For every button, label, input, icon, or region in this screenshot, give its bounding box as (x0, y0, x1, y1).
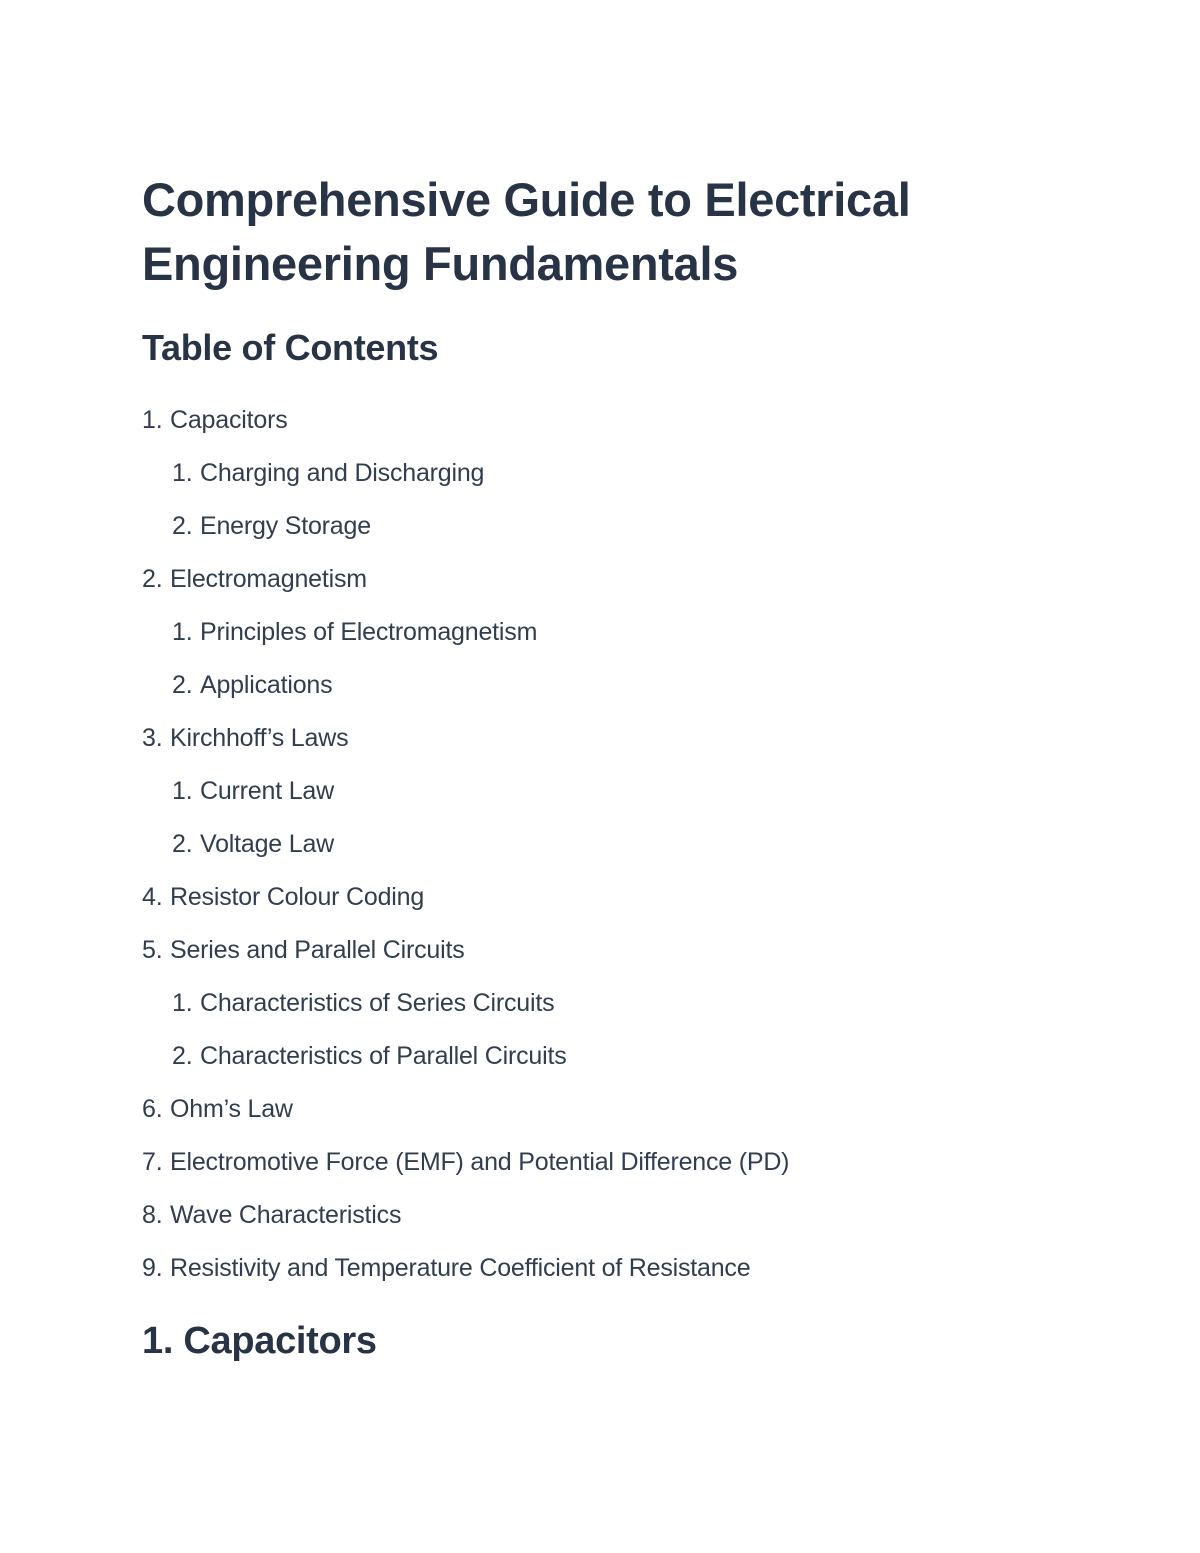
toc-item-label: Ohm’s Law (170, 1095, 293, 1123)
toc-item-label: Energy Storage (200, 512, 371, 540)
section-heading: 1. Capacitors (142, 1320, 377, 1362)
toc-item-label: Wave Characteristics (170, 1201, 402, 1229)
toc-item[interactable] (142, 712, 1042, 765)
toc-item-number: 1. (172, 459, 193, 487)
toc-item-label: Principles of Electromagnetism (200, 618, 538, 646)
toc-item[interactable] (142, 1189, 1042, 1242)
toc-item[interactable] (142, 553, 1042, 606)
toc-item-label: Applications (200, 671, 333, 699)
toc-item-number: 1. (172, 618, 193, 646)
toc-item-label: Kirchhoff’s Laws (170, 724, 349, 752)
toc-subitem[interactable] (142, 818, 1042, 871)
toc-subitem[interactable] (142, 606, 1042, 659)
document-page (142, 168, 1042, 1365)
toc-item[interactable] (142, 1136, 1042, 1189)
toc-item-number: 1. (172, 777, 193, 805)
toc-item-label: Resistivity and Temperature Coefficient of Resistance (170, 1254, 751, 1282)
toc-item-number: 2. (172, 671, 193, 699)
toc-subitem[interactable] (142, 447, 1042, 500)
toc-item-number: 2. (142, 565, 163, 593)
toc-item[interactable] (142, 924, 1042, 977)
toc-item[interactable] (142, 871, 1042, 924)
toc-subitem[interactable] (142, 1030, 1042, 1083)
toc-item-number: 3. (142, 724, 163, 752)
toc-item-label: Series and Parallel Circuits (170, 936, 465, 964)
toc-item-label: Characteristics of Series Circuits (200, 989, 555, 1017)
toc-item-number: 2. (172, 1042, 193, 1070)
toc-item-label: Electromagnetism (170, 565, 367, 593)
table-of-contents (142, 394, 1042, 1295)
toc-item[interactable] (142, 394, 1042, 447)
toc-item-number: 7. (142, 1148, 163, 1176)
toc-item-number: 8. (142, 1201, 163, 1229)
toc-subitem[interactable] (142, 977, 1042, 1030)
document-title: Comprehensive Guide to Electrical Engineering Fundamentals (142, 173, 911, 290)
toc-item-label: Voltage Law (200, 830, 335, 858)
toc-item-number: 4. (142, 883, 163, 911)
toc-item-label: Characteristics of Parallel Circuits (200, 1042, 567, 1070)
toc-item[interactable] (142, 1242, 1042, 1295)
toc-item-number: 1. (142, 406, 163, 434)
toc-subitem[interactable] (142, 765, 1042, 818)
toc-item-label: Charging and Discharging (200, 459, 485, 487)
toc-subitem[interactable] (142, 659, 1042, 712)
toc-item-label: Current Law (200, 777, 334, 805)
toc-item-label: Resistor Colour Coding (170, 883, 425, 911)
toc-subitem[interactable] (142, 500, 1042, 553)
toc-item-number: 6. (142, 1095, 163, 1123)
toc-item-number: 1. (172, 989, 193, 1017)
toc-item-label: Capacitors (170, 406, 288, 434)
toc-heading: Table of Contents (142, 327, 439, 368)
toc-item[interactable] (142, 1083, 1042, 1136)
toc-item-number: 5. (142, 936, 163, 964)
toc-item-number: 2. (172, 512, 193, 540)
toc-item-number: 9. (142, 1254, 163, 1282)
toc-item-label: Electromotive Force (EMF) and Potential Difference (PD) (170, 1148, 790, 1176)
toc-item-number: 2. (172, 830, 193, 858)
